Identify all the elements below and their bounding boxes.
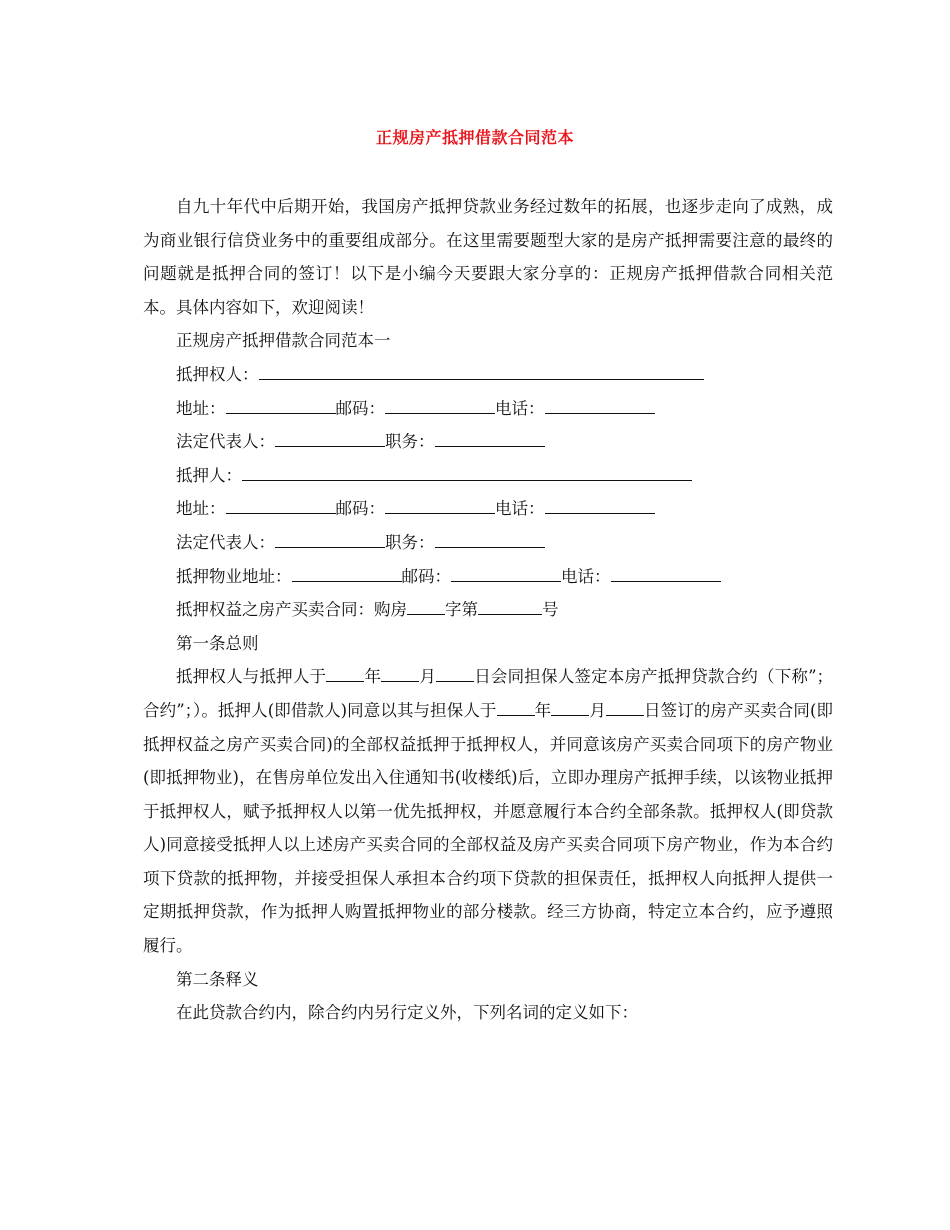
mortgagor-label: 抵押人： <box>176 465 242 485</box>
month-blank <box>381 665 419 682</box>
address-blank <box>226 397 336 414</box>
property-address-line <box>143 560 833 594</box>
article1-text-1: 抵押权人与抵押人于 <box>176 667 327 687</box>
mortgagee-legal-rep-line <box>143 425 833 459</box>
section-title: 正规房产抵押借款合同范本一 <box>176 331 391 351</box>
contract-line <box>143 593 833 627</box>
mortgagor-address-line <box>143 492 833 526</box>
postcode-label: 邮码： <box>335 398 385 418</box>
mortgagee-address-line <box>143 392 833 426</box>
article1-text-3: 月 <box>419 667 437 687</box>
postcode-blank <box>385 397 495 414</box>
legal-rep-blank <box>275 430 385 447</box>
article1-text-6: 月 <box>589 700 606 720</box>
day-blank <box>436 665 474 682</box>
address-label: 地址： <box>176 398 226 418</box>
contract-mid: 字第 <box>445 600 478 620</box>
phone-blank <box>545 397 655 414</box>
mortgagor-line <box>143 459 833 493</box>
property-address-label: 抵押物业地址： <box>176 566 292 586</box>
phone-label: 电话： <box>495 398 545 418</box>
phone-blank <box>545 497 655 514</box>
position-label: 职务： <box>385 432 435 452</box>
mortgagee-line <box>143 358 833 392</box>
article1-paragraph <box>143 660 833 962</box>
address-blank <box>226 497 336 514</box>
postcode-blank <box>385 497 495 514</box>
year-blank <box>326 665 364 682</box>
legal-rep-label: 法定代表人： <box>176 532 275 552</box>
phone-label: 电话： <box>561 566 611 586</box>
intro-paragraph: 自九十年代中后期开始，我国房产抵押贷款业务经过数年的拓展，也逐步走向了成熟，成为商业银行信贷业务中的重要组成部分。在这里需要题型大家的是房产抵押需要注意的最终的问题就是抵押合同的签订！以下是小编今天要跟大家分享的：正规房产抵押借款合同相关范本。具体内容如下，欢迎阅读！ <box>143 197 833 317</box>
article2-title: 第二条释义 <box>176 969 259 989</box>
document-title: 正规房产抵押借款合同范本 <box>375 128 574 147</box>
legal-rep-label: 法定代表人： <box>176 432 275 452</box>
article2-text: 在此贷款合约内，除合约内另行定义外，下列名词的定义如下： <box>176 1003 638 1023</box>
year-blank <box>497 699 535 716</box>
postcode-label: 邮码： <box>335 499 385 519</box>
document-body <box>143 190 833 1030</box>
postcode-blank <box>451 565 561 582</box>
mortgagor-blank <box>242 464 692 481</box>
postcode-label: 邮码： <box>401 566 451 586</box>
mortgagee-blank <box>259 363 704 380</box>
phone-blank <box>611 565 721 582</box>
day-blank <box>606 699 644 716</box>
article1-text-2: 年 <box>364 667 382 687</box>
article1-text-7: 日签订的房产买卖合同(即抵押权益之房产买卖合同)的全部权益抵押于抵押权人，并同意该房产买卖合同项下的房产物业(即抵押物业)，在售房单位发出入住通知书(收楼纸)后，立即办理房产抵押手续，以该物业抵押于抵押权人，赋予抵押权人以第一优先抵押权，并愿意履行本合约全部条款。抵押权人(即贷款人)同意接受抵押人以上述房产买卖合同的全部权益及房产买卖合同项下房产物业，作为本合约项下贷款的抵押物，并接受担保人承担本合约项下贷款的担保责任，抵押权人向抵押人提供一定期抵押贷款，作为抵押人购置抵押物业的部分楼款。经三方协商，特定立本合约，应予遵照履行。 <box>143 700 834 956</box>
contract-prefix: 抵押权益之房产买卖合同：购房 <box>176 600 407 620</box>
contract-suffix: 号 <box>542 600 559 620</box>
contract-number-blank <box>478 598 542 615</box>
property-address-blank <box>292 565 402 582</box>
legal-rep-blank <box>275 531 385 548</box>
position-label: 职务： <box>385 532 435 552</box>
position-blank <box>435 531 545 548</box>
article1-text-5: 年 <box>534 700 552 720</box>
month-blank <box>551 699 589 716</box>
article1-title: 第一条总则 <box>176 633 259 653</box>
phone-label: 电话： <box>495 499 545 519</box>
address-label: 地址： <box>176 499 226 519</box>
position-blank <box>435 430 545 447</box>
article1-text-4: 日会同担保人签定本房产抵押贷款合约（下称”；合约”；）。抵押人(即借款人)同意以其与担保人于 <box>143 667 834 720</box>
mortgagor-legal-rep-line <box>143 526 833 560</box>
mortgagee-label: 抵押权人： <box>176 364 259 384</box>
contract-year-blank <box>407 598 445 615</box>
